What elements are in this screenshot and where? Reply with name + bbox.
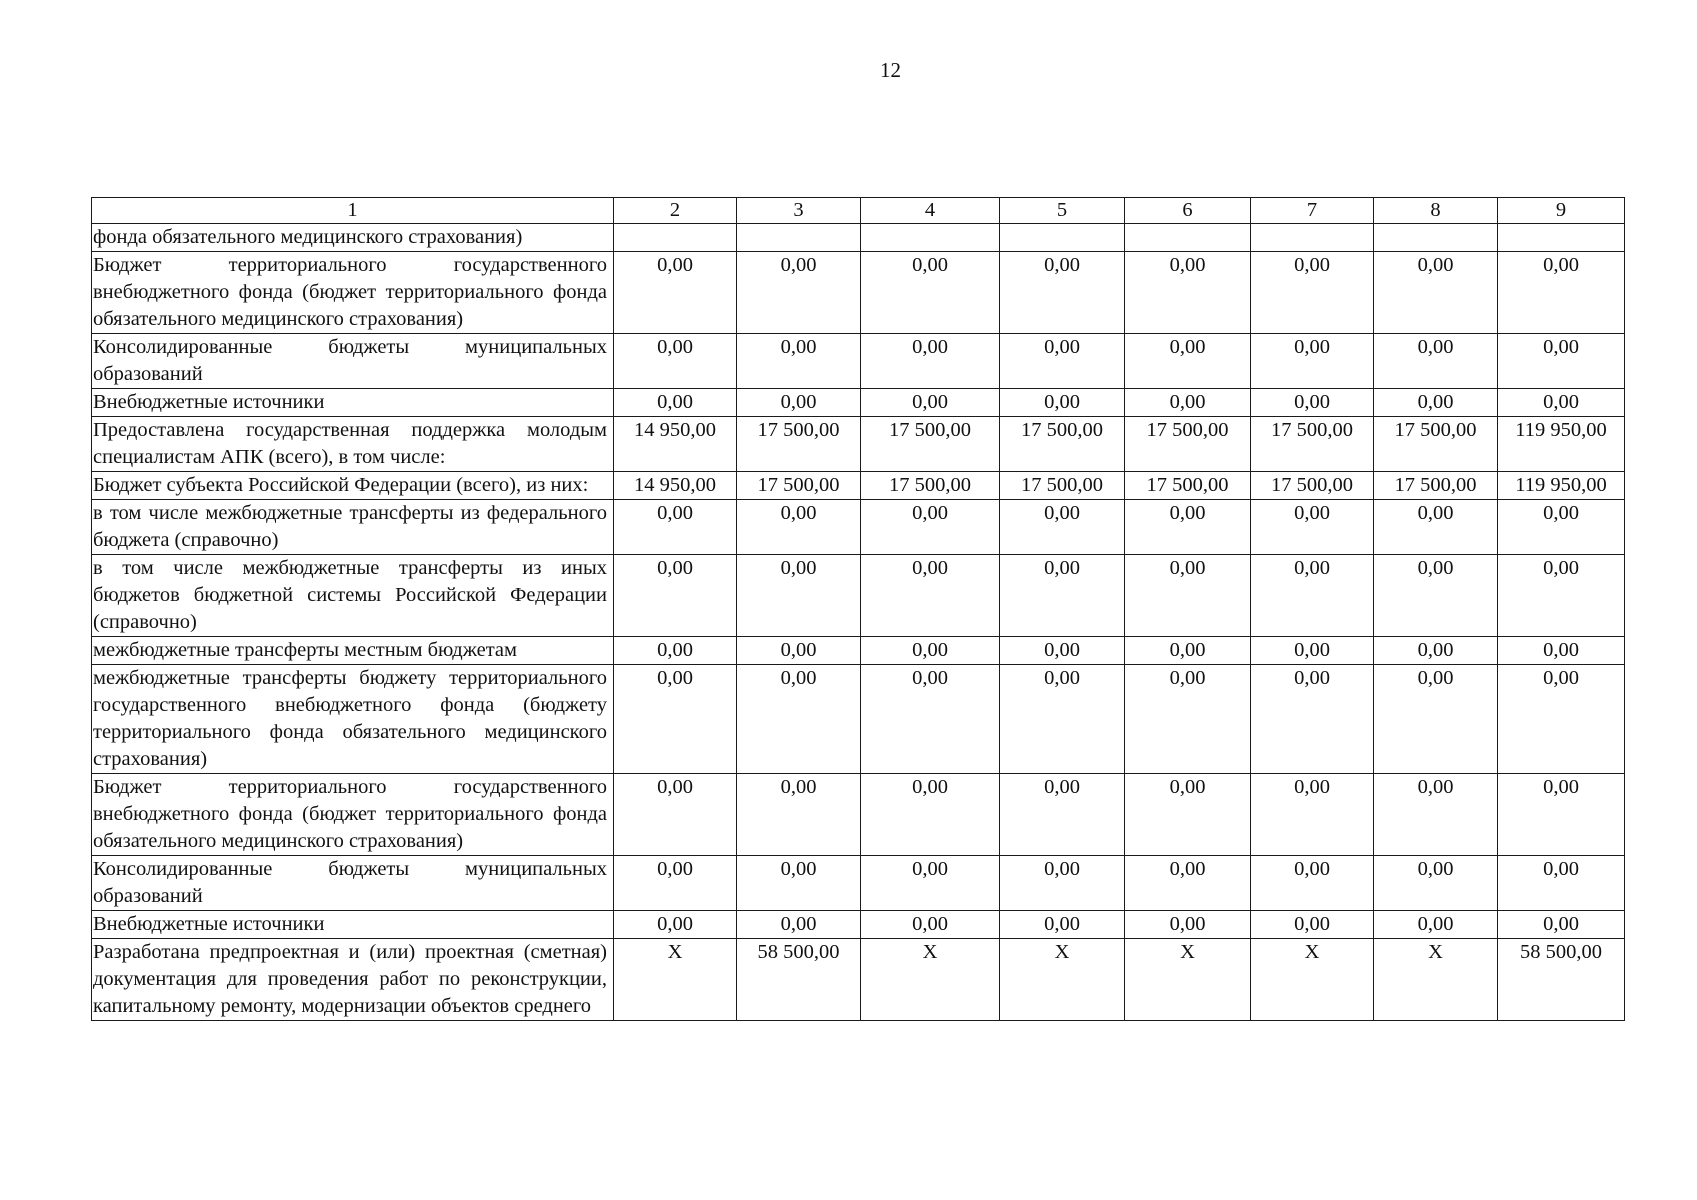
value-cell: 0,00: [737, 334, 861, 389]
value-cell: [1498, 224, 1625, 252]
row-label: Внебюджетные источники: [92, 389, 614, 417]
table-row: [92, 911, 1625, 939]
value-cell: 0,00: [1498, 555, 1625, 637]
value-cell: 0,00: [1498, 665, 1625, 774]
value-cell: 0,00: [1374, 252, 1498, 334]
column-header: 7: [1251, 198, 1374, 224]
table-body: [92, 198, 1625, 1021]
value-cell: 0,00: [614, 856, 737, 911]
row-label: в том числе межбюджетные трансферты из федерального бюджета (справочно): [92, 500, 614, 555]
row-label: Внебюджетные источники: [92, 911, 614, 939]
row-label: межбюджетные трансферты местным бюджетам: [92, 637, 614, 665]
value-cell: 0,00: [861, 555, 1000, 637]
value-cell: 0,00: [1000, 500, 1125, 555]
value-cell: 0,00: [1125, 637, 1251, 665]
value-cell: 17 500,00: [737, 417, 861, 472]
value-cell: X: [1251, 939, 1374, 1021]
value-cell: 0,00: [614, 334, 737, 389]
value-cell: 0,00: [1498, 856, 1625, 911]
value-cell: 0,00: [1374, 389, 1498, 417]
value-cell: 0,00: [861, 252, 1000, 334]
value-cell: 0,00: [1498, 500, 1625, 555]
value-cell: [737, 224, 861, 252]
value-cell: 0,00: [1251, 500, 1374, 555]
value-cell: 0,00: [737, 665, 861, 774]
value-cell: 0,00: [1125, 911, 1251, 939]
table-row: [92, 417, 1625, 472]
value-cell: 0,00: [1251, 637, 1374, 665]
value-cell: 17 500,00: [1125, 417, 1251, 472]
table-row: [92, 856, 1625, 911]
value-cell: 0,00: [1000, 252, 1125, 334]
value-cell: 0,00: [1498, 252, 1625, 334]
value-cell: 0,00: [1000, 334, 1125, 389]
value-cell: 0,00: [861, 911, 1000, 939]
page-number: 12: [880, 58, 901, 82]
value-cell: 0,00: [614, 911, 737, 939]
value-cell: 0,00: [1000, 555, 1125, 637]
value-cell: 0,00: [1000, 665, 1125, 774]
column-header: 4: [861, 198, 1000, 224]
row-label: Консолидированные бюджеты муниципальных образований: [92, 334, 614, 389]
value-cell: 0,00: [737, 500, 861, 555]
value-cell: 14 950,00: [614, 417, 737, 472]
value-cell: 0,00: [861, 334, 1000, 389]
value-cell: [861, 224, 1000, 252]
value-cell: 0,00: [737, 774, 861, 856]
value-cell: 58 500,00: [1498, 939, 1625, 1021]
table-row: [92, 939, 1625, 1021]
row-label: Разработана предпроектная и (или) проектная (сметная) документация для проведения работ по реконструкции, капитальному ремонту, модернизации объектов среднего: [92, 939, 614, 1021]
value-cell: 0,00: [1251, 856, 1374, 911]
value-cell: 0,00: [1000, 774, 1125, 856]
value-cell: 0,00: [614, 774, 737, 856]
value-cell: 0,00: [1374, 555, 1498, 637]
column-header: 5: [1000, 198, 1125, 224]
row-label: Консолидированные бюджеты муниципальных образований: [92, 856, 614, 911]
table-row: [92, 334, 1625, 389]
row-label: Предоставлена государственная поддержка молодым специалистам АПК (всего), в том числе:: [92, 417, 614, 472]
row-label: межбюджетные трансферты бюджету территориального государственного внебюджетного фонда (бюджету территориального фонда обязательного медицинского страхования): [92, 665, 614, 774]
value-cell: 0,00: [1251, 774, 1374, 856]
value-cell: 0,00: [1251, 555, 1374, 637]
value-cell: 0,00: [1374, 774, 1498, 856]
value-cell: 0,00: [1125, 252, 1251, 334]
value-cell: 119 950,00: [1498, 417, 1625, 472]
value-cell: 0,00: [861, 774, 1000, 856]
value-cell: 17 500,00: [861, 472, 1000, 500]
value-cell: 17 500,00: [1251, 472, 1374, 500]
value-cell: 0,00: [614, 555, 737, 637]
value-cell: 0,00: [1251, 334, 1374, 389]
value-cell: 0,00: [614, 500, 737, 555]
value-cell: 0,00: [1251, 911, 1374, 939]
value-cell: 0,00: [1000, 637, 1125, 665]
table-row: [92, 774, 1625, 856]
value-cell: 17 500,00: [1251, 417, 1374, 472]
value-cell: 119 950,00: [1498, 472, 1625, 500]
value-cell: 0,00: [1000, 389, 1125, 417]
table-row: [92, 389, 1625, 417]
column-header: 2: [614, 198, 737, 224]
value-cell: 17 500,00: [1125, 472, 1251, 500]
value-cell: [1374, 224, 1498, 252]
value-cell: 0,00: [1125, 500, 1251, 555]
value-cell: 0,00: [1374, 856, 1498, 911]
value-cell: 0,00: [737, 555, 861, 637]
value-cell: 0,00: [1374, 637, 1498, 665]
value-cell: [1251, 224, 1374, 252]
value-cell: 0,00: [1125, 555, 1251, 637]
value-cell: 0,00: [1374, 500, 1498, 555]
value-cell: 17 500,00: [737, 472, 861, 500]
value-cell: 0,00: [1000, 911, 1125, 939]
value-cell: X: [614, 939, 737, 1021]
row-label: в том числе межбюджетные трансферты из иных бюджетов бюджетной системы Российской Федерации (справочно): [92, 555, 614, 637]
value-cell: 0,00: [737, 389, 861, 417]
column-header: 6: [1125, 198, 1251, 224]
table-row: [92, 252, 1625, 334]
table-row: [92, 665, 1625, 774]
value-cell: 0,00: [1374, 334, 1498, 389]
column-header: 8: [1374, 198, 1498, 224]
value-cell: [1000, 224, 1125, 252]
value-cell: 0,00: [1498, 911, 1625, 939]
column-header: 9: [1498, 198, 1625, 224]
header-row: [92, 198, 1625, 224]
value-cell: 0,00: [861, 665, 1000, 774]
value-cell: 0,00: [737, 252, 861, 334]
table-row: [92, 637, 1625, 665]
value-cell: 0,00: [1498, 774, 1625, 856]
value-cell: X: [861, 939, 1000, 1021]
value-cell: 0,00: [737, 856, 861, 911]
row-label: Бюджет территориального государственного внебюджетного фонда (бюджет территориального фонда обязательного медицинского страхования): [92, 774, 614, 856]
value-cell: 0,00: [1125, 334, 1251, 389]
row-label: Бюджет субъекта Российской Федерации (всего), из них:: [92, 472, 614, 500]
column-header: 3: [737, 198, 861, 224]
budget-table: [91, 197, 1625, 1021]
table-row: [92, 555, 1625, 637]
value-cell: 0,00: [614, 637, 737, 665]
value-cell: 58 500,00: [737, 939, 861, 1021]
column-header: 1: [92, 198, 614, 224]
value-cell: 0,00: [1125, 774, 1251, 856]
value-cell: 0,00: [737, 637, 861, 665]
value-cell: 0,00: [1251, 252, 1374, 334]
value-cell: 0,00: [861, 856, 1000, 911]
value-cell: 0,00: [1125, 665, 1251, 774]
value-cell: 0,00: [1000, 856, 1125, 911]
value-cell: 0,00: [614, 389, 737, 417]
row-label: Бюджет территориального государственного внебюджетного фонда (бюджет территориального фонда обязательного медицинского страхования): [92, 252, 614, 334]
value-cell: 0,00: [861, 637, 1000, 665]
value-cell: 0,00: [614, 252, 737, 334]
value-cell: 0,00: [737, 911, 861, 939]
value-cell: 0,00: [614, 665, 737, 774]
table-row: [92, 472, 1625, 500]
value-cell: 17 500,00: [1374, 417, 1498, 472]
value-cell: 0,00: [1251, 389, 1374, 417]
value-cell: 14 950,00: [614, 472, 737, 500]
value-cell: 17 500,00: [1000, 417, 1125, 472]
value-cell: 17 500,00: [861, 417, 1000, 472]
value-cell: X: [1000, 939, 1125, 1021]
value-cell: X: [1125, 939, 1251, 1021]
value-cell: 0,00: [1498, 334, 1625, 389]
value-cell: X: [1374, 939, 1498, 1021]
value-cell: [614, 224, 737, 252]
value-cell: 0,00: [1498, 389, 1625, 417]
row-label: фонда обязательного медицинского страхования): [92, 224, 614, 252]
table-row: [92, 224, 1625, 252]
value-cell: 0,00: [1251, 665, 1374, 774]
value-cell: 0,00: [1374, 911, 1498, 939]
value-cell: 0,00: [1125, 389, 1251, 417]
value-cell: 0,00: [1374, 665, 1498, 774]
value-cell: [1125, 224, 1251, 252]
value-cell: 0,00: [1125, 856, 1251, 911]
table-row: [92, 500, 1625, 555]
value-cell: 17 500,00: [1374, 472, 1498, 500]
value-cell: 0,00: [861, 500, 1000, 555]
value-cell: 0,00: [861, 389, 1000, 417]
value-cell: 17 500,00: [1000, 472, 1125, 500]
value-cell: 0,00: [1498, 637, 1625, 665]
